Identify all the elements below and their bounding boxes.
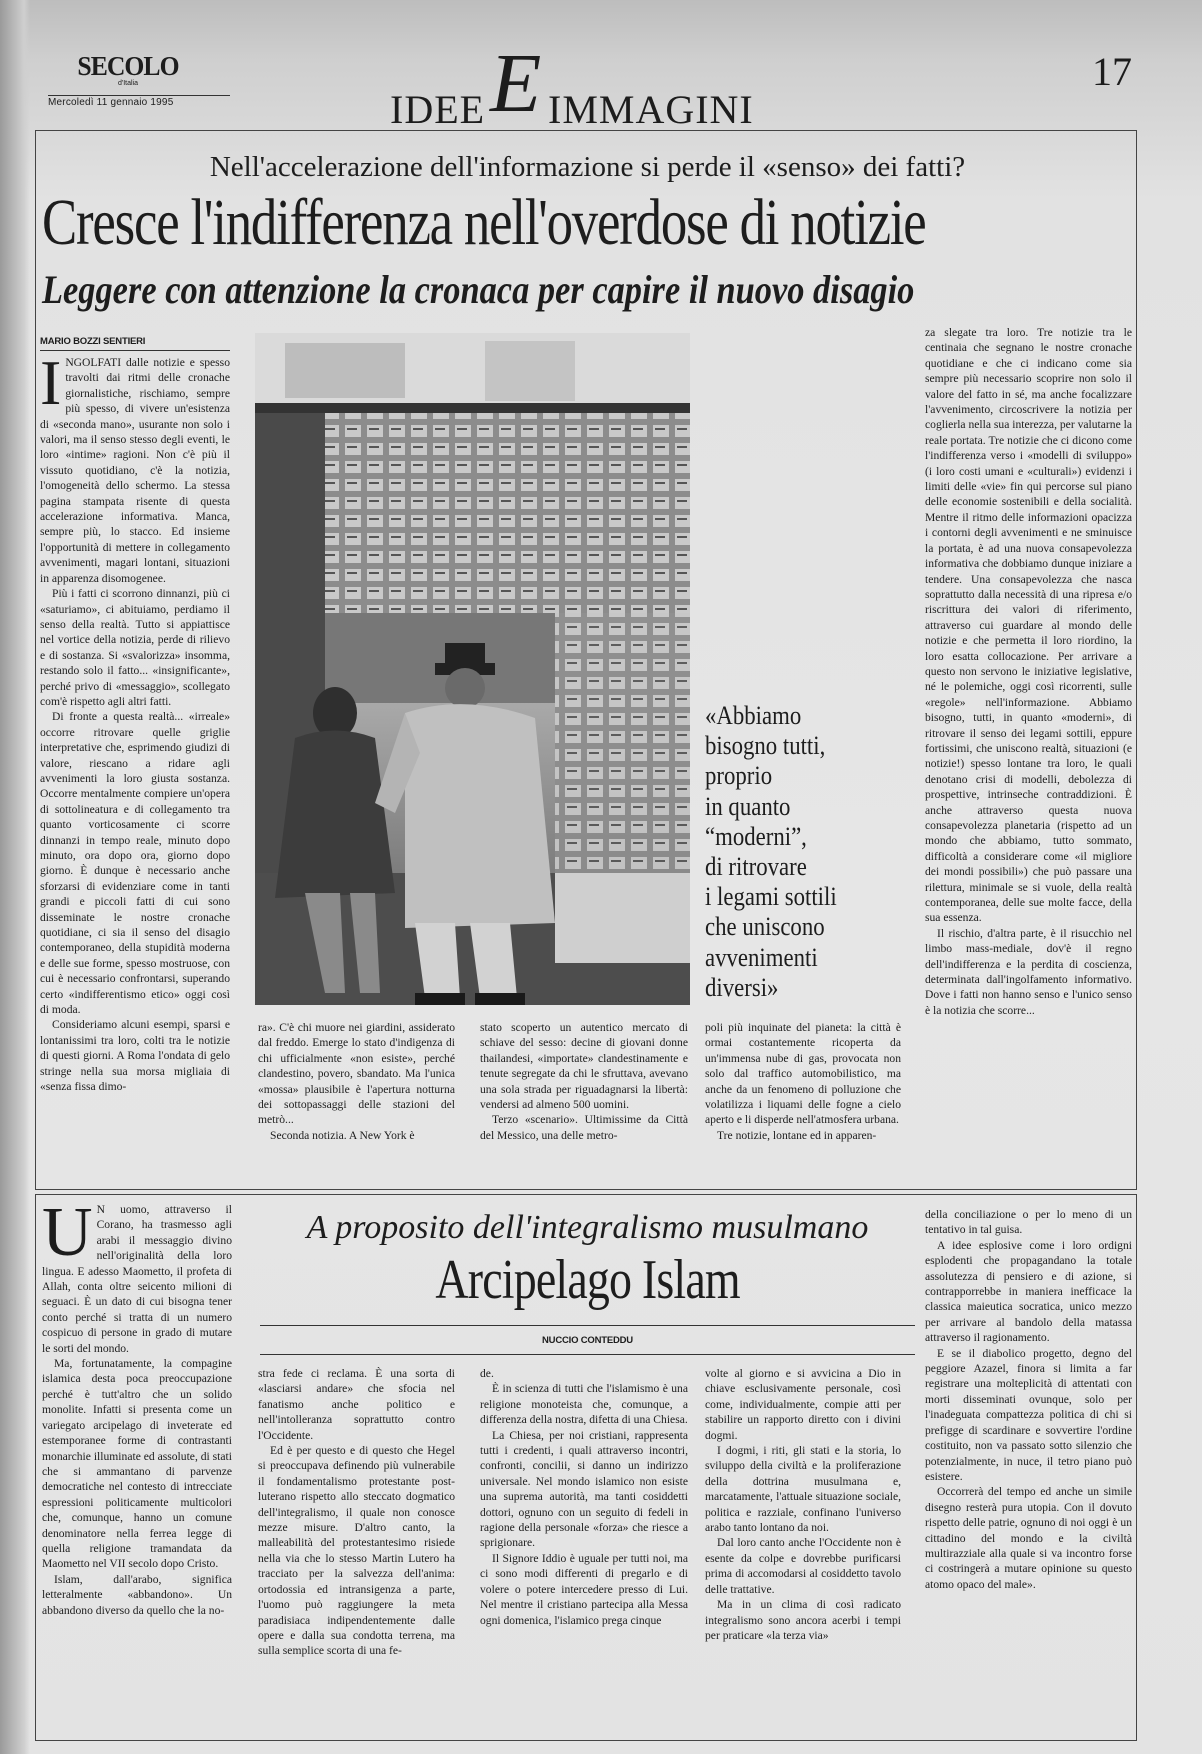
paragraph: Ma in un clima di così radicato integralismo sono ancora acerbi i tempi per praticare «la terza via» bbox=[705, 1598, 901, 1642]
paragraph: stra fede ci reclama. È una sorta di «lasciarsi andare» che sfocia nel fanatismo anche politico e nell'intolleranza soprattutto contro l'Occidente. bbox=[258, 1367, 455, 1442]
paragraph: Occorrerà del tempo ed anche un simile disegno resterà pura utopia. Con il dovuto rispetto delle patrie, ognuno di noi oggi è un cittadino del mondo e la civiltà multirazziale alla quale si va incontro forse ci costringerà a mutare opinione su questo atomo opaco del male». bbox=[925, 1485, 1132, 1591]
paragraph: Islam, dall'arabo, significa letteralmente «abbandono». Un abbandono diverso da quello che la no- bbox=[42, 1572, 232, 1617]
paragraph: I dogmi, i riti, gli stati e la storia, lo sviluppo della civiltà e la proliferazione della dottrina musulmana e, marcatamente, l'attuale situazione sociale, politica e razziale, confinano l'universo arabo tanto lontano da noi. bbox=[705, 1444, 901, 1535]
article2-headline: Arcipelago Islam bbox=[435, 1249, 740, 1311]
page-number: 17 bbox=[1092, 49, 1132, 94]
pull-quote-line: in quanto bbox=[705, 790, 791, 821]
headline-rule-bottom bbox=[260, 1354, 915, 1355]
article2-column-4 bbox=[705, 1366, 901, 1731]
photo-two-men-at-newsstand bbox=[255, 333, 690, 1005]
pull-quote-line: i legami sottili bbox=[705, 881, 837, 912]
paragraph: Il Signore Iddio è uguale per tutti noi, ma ci sono modi differenti di pregarlo e di volere o potere intercedere presso di Lui. Nel mentre il cristiano partecipa alla Messa ogni domenica, l'islamico prega cinque bbox=[480, 1551, 688, 1627]
paragraph: Consideriamo alcuni esempi, sparsi e lontanissimi tra loro, colti tra le notizie di questi giorni. A Roma l'ondata di gelo stringe nella sua morsa migliaia di «senza fissa dimo- bbox=[40, 1018, 230, 1094]
paragraph: NGOLFATI dalle notizie e spesso travolti dai ritmi delle cronache giornalistiche, rischiamo, sempre più spesso, di vivere un'esistenza di «seconda mano», usurante non solo i valori, ma il senso stesso degli eventi, le loro «intime» ragioni. Non c'è più il vissuto quotidiano, c'è la notizia, l'omogeneità dello schermo. La stessa pagina stampata risente di questa accelerazione informativa. Manca, sempre più, lo stacco. Ed insieme l'opportunità di mettere in collegamento avvenimenti, magari lontani, situazioni in apparenza disomogenee. bbox=[40, 356, 230, 585]
pull-quote-line: di ritrovare bbox=[705, 851, 807, 882]
pull-quote bbox=[705, 700, 851, 1002]
pull-quote-line: bisogno tutti, bbox=[705, 730, 826, 761]
newspaper-logo bbox=[68, 52, 188, 88]
paragraph: volte al giorno e si avvicina a Dio in chiave esclusivamente personale, così come, individualmente, compie atti per stabilire un rapporto diretto con i divini dogmi. bbox=[705, 1367, 901, 1442]
paragraph: Tre notizie, lontane ed in apparen- bbox=[717, 1128, 877, 1142]
article1-byline: MARIO BOZZI SENTIERI bbox=[40, 336, 146, 347]
paragraph: Più i fatti ci scorrono dinnanzi, più ci «saturiamo», ci abituiamo, perdiamo il senso della realtà. Tutto si appiattisce nel vortice della notizia, perde di rilievo e di sostanza. Si «svalorizza» insomma, restando solo il fatto... «insignificante», perché privo di «messaggio», scollegato com'è rispetto agli altri fatti. bbox=[40, 587, 230, 708]
issue-date: Mercoledì 11 gennaio 1995 bbox=[48, 95, 230, 108]
article1-kicker: Nell'accelerazione dell'informazione si perde il «senso» dei fatti? bbox=[209, 151, 966, 183]
article2-column-5 bbox=[925, 1207, 1132, 1732]
article1-column-3 bbox=[480, 1020, 688, 1178]
paragraph: Di fronte a questa realtà... «irreale» occorre ritrovare quelle griglie interpretative che, esprimendo giudizi di valore, riescano a ridare agli avvenimenti la loro giusta sostanza. Occorre mentalmente compiere un'opera di sottolineatura e di collegamento tra quanto vorticosamente ci scorre dinnanzi in tempo reale, minuto dopo minuto, ora dopo ora, giorno dopo giorno. È dunque è necessario anche sforzarsi di evidenziare come in tanti grandi e piccoli fatti di cui sono disseminate le nostre cronache quotidiane, ci sia il senso del disagio contemporaneo, della stupidità moderna e delle sue forme, spesso mostruose, con cui è necessario confrontarsi, superando certo «indifferentismo etico» oggi così di moda. bbox=[40, 710, 230, 1017]
paragraph: La Chiesa, per noi cristiani, rappresenta tutti i credenti, i quali attraverso incontri, confronti, concilii, si danno un indirizzo universale. Nel mondo islamico non esiste una suprema autorità, ma tanti cosiddetti dottori, ognuno con un seguito di fedeli in ragione della personale «forza» che riesce a sprigionare. bbox=[480, 1428, 688, 1550]
article2-column-1 bbox=[42, 1202, 232, 1732]
section-title-script-e: E bbox=[490, 37, 542, 130]
paragraph: A idee esplosive come i loro ordigni esplodenti che propagandano la totale assolutezza di pensiero e di azione, si contrapporrebbe in maniera inefficace la classica maieutica socratica, unico mezzo per arrivare al bandolo della matassa attraverso il ragionamento. bbox=[925, 1238, 1132, 1345]
article1-column-4 bbox=[705, 1020, 901, 1178]
paragraph: ra». C'è chi muore nei giardini, assiderato dal freddo. Emerge lo stato d'indigenza di chi ufficialmente «non esiste», perché clandestino, povero, sbandato. Ma l'unica «mossa» plausibile è l'apertura notturna dei sottopassaggi delle stazioni del metrò... bbox=[258, 1021, 455, 1127]
article1-subheadline: Leggere con attenzione la cronaca per capire il nuovo disagio bbox=[42, 267, 915, 312]
pull-quote-line: avvenimenti bbox=[705, 941, 818, 972]
logo-name: SECOLO bbox=[77, 51, 179, 81]
paragraph: N uomo, attraverso il Corano, ha trasmesso agli arabi il messaggio divino nell'originalità della loro lingua. E adesso Maometto, il profeta di Allah, conta oltre seicento milioni di seguaci. È un dato di cui bisogna tener conto perché si tratta di un numero cospicuo di persone in grado di mutare le sorti del mondo. bbox=[42, 1203, 232, 1355]
pull-quote-line: «Abbiamo bbox=[705, 700, 802, 730]
paragraph: È in scienza di tutti che l'islamismo è una religione monoteista che, comunque, a differenza della nostra, difetta di una Chiesa. bbox=[480, 1382, 688, 1427]
paragraph: Ma, fortunatamente, la compagine islamica desta poca preoccupazione perché è tutt'altro che un solido monolite. Infatti si presenta come un variegato arcipelago di inveterate ed estemporanee forme di contrastanti monarchie illuminate ed assolute, di stati che si ammantano di parvenze democratiche nel contesto di intrecciate espressioni politicamente multicolori che, comunque, hanno un comune denominatore nella ferrea legge di quella religione tramandata da Maometto nel VII secolo dopo Cristo. bbox=[42, 1357, 232, 1571]
paragraph: Ed è per questo e di questo che Hegel si preoccupava definendo più vulnerabile il fondamentalismo protestante post-luterano rispetto allo steccato dogmatico dell'integralismo, il quale non conosce mezze misure. D'altro canto, la malleabilità del protestantesimo risiede nella via che lo stesso Martin Lutero ha tracciato per la salvezza dell'anima: ortodossia ed intransigenza a parte, l'uomo può raggiungere la meta paradisiaca indipendentemente dalle opere e dalla sua condotta terrena, ma sulla semplice scorta di una fe- bbox=[258, 1444, 455, 1658]
scan-edge-shadow bbox=[0, 0, 30, 1754]
article1-column-5 bbox=[925, 325, 1132, 1180]
paragraph: Seconda notizia. A New York è bbox=[270, 1128, 415, 1142]
pull-quote-line: “moderni”, bbox=[705, 820, 807, 851]
paragraph: poli più inquinate del pianeta: la città è ormai costantemente ricoperta da un'immensa nube di gas, provocata non solo dal traffico automobilistico, ma anche da un fenomeno di polluzione che volatilizza i liquami delle fogne a cielo aperto e li disperde nell'atmosfera urbana. bbox=[705, 1021, 901, 1127]
paragraph: della conciliazione o per lo meno di un tentativo in tal guisa. bbox=[925, 1208, 1132, 1237]
section-title bbox=[390, 37, 810, 132]
paragraph: E se il diabolico progetto, degno del peggiore Azazel, finora si limita a far registrare una molteplicità di attentati con morti disseminati ovunque, solo per l'inadeguata compattezza politica di chi si prefigge di scardinare e sovvertire l'ordine costituito, non va passato sotto silenzio che potenzialmente, in nuce, il tetro piano può esistere. bbox=[925, 1346, 1132, 1483]
paragraph: za slegate tra loro. Tre notizie tra le centinaia che segnano le nostre cronache quotidiane e che ci indicano come sia sempre più necessario scoprire non solo il valore del fatto in sé, ma anche focalizzare l'avvenimento, circoscrivere la notizia per coglierla nella sua interezza, per valutarne la reale portata. Tre notizie che ci dicono come l'indifferenza verso i «modelli di sviluppo» (i loro costi umani e «culturali») evidenzi i limiti delle «vie» fin qui percorse sul piano delle economie sostenibili e della socialità. Mentre il ritmo delle informazioni opacizza i contorni degli avvenimenti e ne sminuisce la portata, è ad una nuova consapevolezza informativa che dobbiamo dunque iniziare a tendere. Una consapevolezza che nasca soprattutto dalla necessità di una ripresa e/o riscrittura dei valori di riferimento, attraverso cui guardare al mondo delle notizie e che permetta il loro riordino, la loro esatta collocazione. Per arrivare a questo non servono le iniziative legislative, né le polemiche, oggi così ricorrenti, sulle «regole» nell'informazione. Abbiamo bisogno, tutti, in quanto «moderni», di ritrovare il senso dei legami sottili, eppure fortissimi, che uniscono realtà, situazioni (e notizie!) spesso lontane tra loro, le quali denotano crisi di modelli, debolezza di prospettive, intrinseche contraddizioni. È anche attraverso questa nuova consapevolezza planetaria (rispetto ad un mondo che abbiamo, tutto sommato, difficoltà a considerare come «il migliore dei mondi possibili») che può passare una rilettura, minimale se si vuole, della realtà contemporanea, delle sue molte facce, della sua essenza. bbox=[925, 326, 1132, 925]
article1-column-2 bbox=[258, 1020, 455, 1178]
article2-column-2 bbox=[258, 1366, 455, 1731]
paragraph: Il rischio, d'altra parte, è il risucchio nel limbo mass-mediale, dov'è il regno dell'indifferenza e la perdita di coscienza, determinata dall'ingolfamento informativo. Dove i fatti non hanno senso e l'unico senso è la notizia che scorre... bbox=[925, 926, 1132, 1017]
paragraph: stato scoperto un autentico mercato di schiave del sesso: decine di giovani donne thailandesi, «importate» clandestinamente e tenute segregate da chi le sfruttava, avevano una sola strada per riguadagnarsi la libertà: vendersi ad almeno 500 uomini. bbox=[480, 1021, 688, 1112]
pull-quote-line: diversi» bbox=[705, 971, 779, 1002]
section-title-left: IDEE bbox=[390, 87, 486, 132]
headline-rule-top bbox=[260, 1325, 915, 1326]
drop-cap: U bbox=[42, 1202, 93, 1271]
drop-cap: I bbox=[40, 355, 62, 418]
paragraph: Terzo «scenario». Ultimissime da Città del Messico, una delle metro- bbox=[480, 1113, 688, 1142]
article2-headline-wrap bbox=[260, 1248, 915, 1312]
article2-kicker: A proposito dell'integralismo musulmano bbox=[306, 1209, 869, 1246]
article2-byline: NUCCIO CONTEDDU bbox=[542, 1335, 633, 1346]
article1-headline: Cresce l'indifferenza nell'overdose di notizie bbox=[42, 186, 926, 259]
pull-quote-line: che uniscono bbox=[705, 911, 825, 942]
paragraph: Dal loro canto anche l'Occidente non è esente da colpe e dovrebbe purificarsi prima di accomodarsi al cosiddetto tavolo delle trattative. bbox=[705, 1536, 901, 1596]
pull-quote-line: proprio bbox=[705, 760, 773, 791]
article1-column-1 bbox=[40, 355, 230, 1175]
article2-column-3 bbox=[480, 1366, 688, 1731]
section-title-right: IMMAGINI bbox=[548, 87, 754, 132]
logo-sub: d'Italia bbox=[117, 80, 138, 87]
newsstand-photo bbox=[255, 333, 690, 1005]
byline-rule bbox=[40, 350, 230, 351]
paragraph: de. bbox=[480, 1367, 494, 1380]
